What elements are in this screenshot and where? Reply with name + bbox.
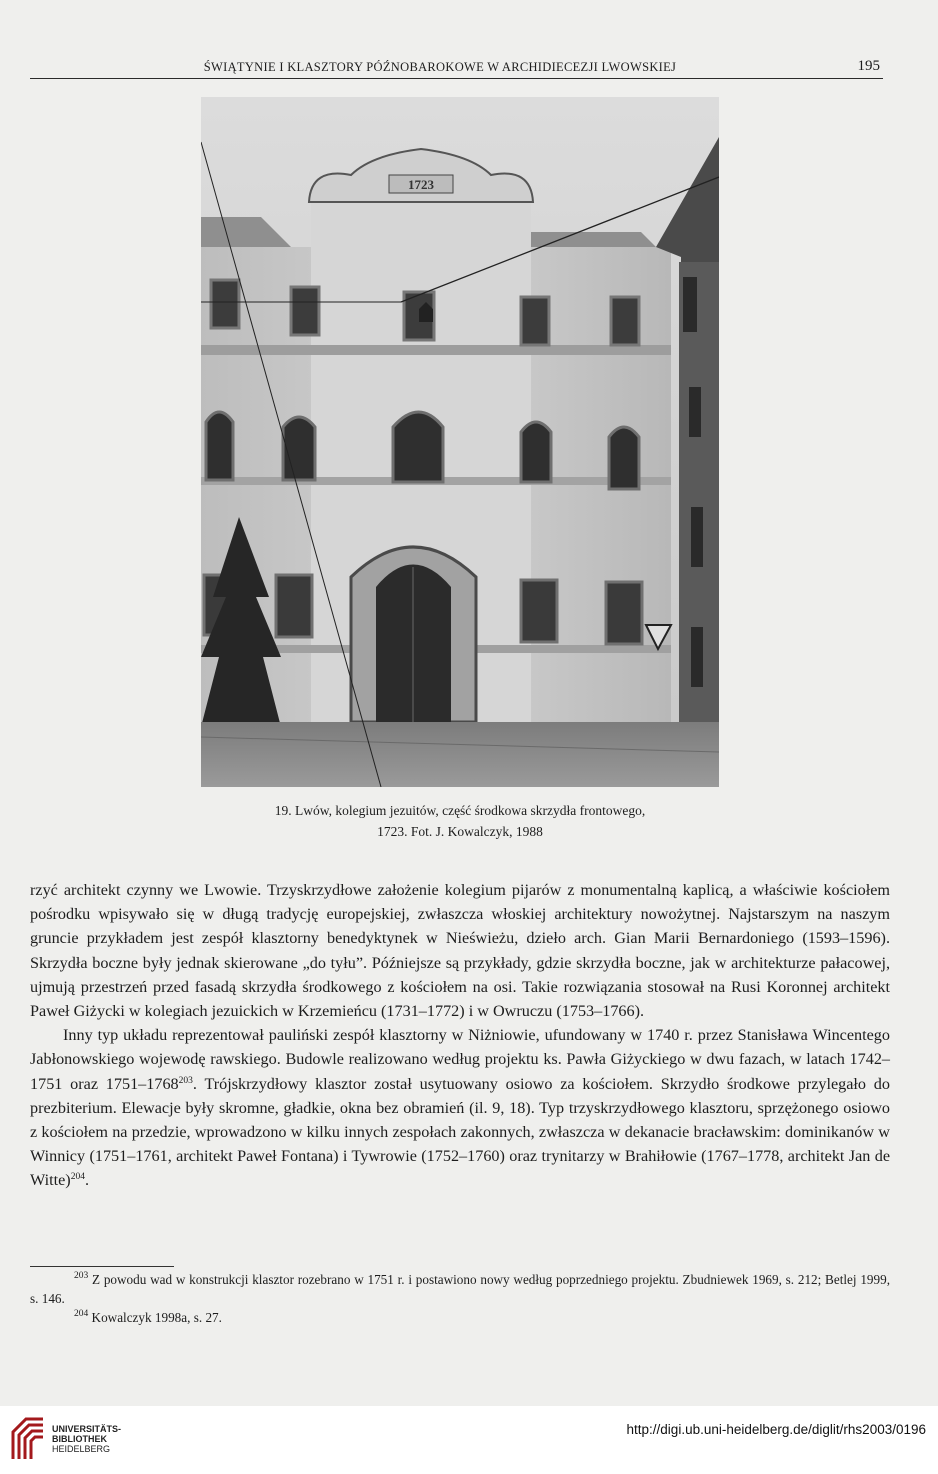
footnote-number: 203 — [74, 1271, 89, 1281]
page-number: 195 — [857, 58, 880, 74]
university-library-logo-icon[interactable] — [10, 1416, 46, 1462]
building-photograph — [201, 97, 719, 787]
body-text — [30, 878, 890, 1193]
facade-date-inscription: 1723 — [408, 177, 434, 192]
digitization-footer — [0, 1406, 938, 1474]
footnote-rule — [30, 1266, 174, 1267]
paragraph-text: rzyć architekt czynny we Lwowie. Trzyskrzydłowe założenie kolegium pijarów z monumentalną kaplicą, a właściwie kościołem pośrodku wpisywało się w długą tradycję europejskiej, zwłaszcza włoskiej architektury nowożytnej. Najstarszym na naszym gruncie przykładem jest zespół klasztorny benedyktynek w Nieświeżu, dzieło arch. Gian Marii Bernardoniego (1593–1596). Skrzydła boczne były jednak skierowane „do tyłu”. Późniejsze są przykłady, gdzie skrzydła boczne, jak w architekturze pałacowej, ujmują przestrzeń przed fasadą skrzydła środkowego z kościołem na osi. Takie rozwiązania stosował na Rusi Koronnej architekt Paweł Giżycki w kolegiach jezuickich w Krzemieńcu (1731–1772) i w Owruczu (1753–1766). — [30, 881, 890, 1021]
header-rule — [30, 78, 883, 79]
logo-line-1: UNIVERSITÄTS- — [52, 1424, 122, 1434]
logo-line-3: HEIDELBERG — [52, 1444, 111, 1454]
footnote-number: 204 — [74, 1309, 89, 1319]
caption-line-2: 1723. Fot. J. Kowalczyk, 1988 — [377, 824, 543, 839]
logo-text — [52, 1424, 121, 1454]
footnotes — [30, 1270, 890, 1327]
caption-line-1: 19. Lwów, kolegium jezuitów, część środkowa skrzydła frontowego, — [274, 803, 646, 818]
running-header-title: ŚWIĄTYNIE I KLASZTORY PÓŹNOBAROKOWE W ARCHIDIECEZJI LWOWSKIEJ — [203, 60, 677, 74]
footnote-text: Z powodu wad w konstrukcji klasztor rozebrano w 1751 r. i postawiono nowy według poprzedniego projektu. Zbudniewek 1969, s. 212; Betlej 1999, s. 146. — [30, 1272, 890, 1306]
paragraph-text: Inny typ układu reprezentował pauliński zespół klasztorny w Niżniowie, ufundowany w 1740 r. przez Stanisława Wincentego Jabłonowskiego wojewodę rawskiego. Budowle realizowano według projektu ks. Pawła Giżyckiego w dwu fazach, w latach 1742–1751 oraz 1751–1768 — [30, 1026, 890, 1093]
footnote-ref-204[interactable]: 204 — [70, 1172, 85, 1183]
paragraph — [30, 1023, 890, 1192]
photo-street — [201, 722, 719, 787]
paragraph-text: . Trójskrzydłowy klasztor został usytuowany osiowo za kościołem. Skrzydło środkowe przylegało do prezbiterium. Elewacje były skromne, gładkie, okna bez obramień (il. 9, 18). Typ trzyskrzydłowego klasztoru, sprzężonego osiowo z kościołem na przedzie, wprowadzono w kilku innych zespołach zakonnych, zwłaszcza w dekanacie bracławskim: dominikanów w Winnicy (1751–1761, architekt Paweł Fontana) i Tywrowie (1752–1760) oraz trynitarzy w Brahiłowie (1767–1778, architekt Jan de Witte) — [30, 1074, 890, 1190]
footnote-text: Kowalczyk 1998a, s. 27. — [88, 1310, 222, 1325]
footnote-204 — [30, 1308, 890, 1327]
footnote-ref-203[interactable]: 203 — [178, 1075, 193, 1086]
paragraph-text: . — [84, 1171, 89, 1190]
logo-line-2: BIBLIOTHEK — [52, 1434, 107, 1444]
footnote-203 — [30, 1270, 890, 1308]
paragraph — [30, 878, 890, 1023]
permalink-url[interactable]: http://digi.ub.uni-heidelberg.de/diglit/rhs2003/0196 — [626, 1422, 926, 1437]
figure-caption — [150, 800, 770, 842]
